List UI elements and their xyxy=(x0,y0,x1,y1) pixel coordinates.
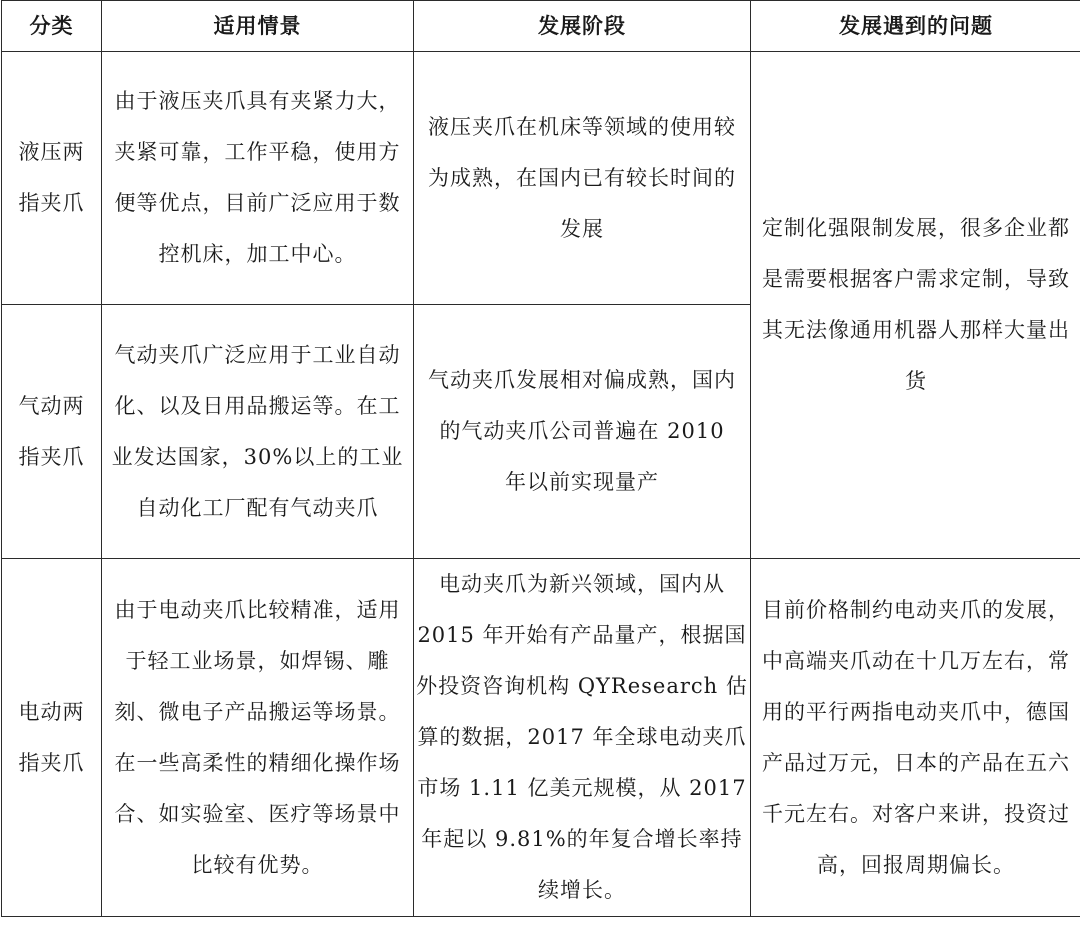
table-row xyxy=(2,52,1080,305)
category-text: 气动两指夹爪 xyxy=(18,393,85,469)
stage-text: 液压夹爪在机床等领域的使用较为成熟，在国内已有较长时间的发展 xyxy=(428,114,736,241)
scenario-cell xyxy=(102,305,414,559)
scenario-text: 由于液压夹爪具有夹紧力大，夹紧可靠，工作平稳，使用方便等优点，目前广泛应用于数控机床，加工中心。 xyxy=(114,89,401,266)
stage-cell xyxy=(414,52,751,305)
stage-cell xyxy=(414,559,751,917)
stage-text: 电动夹爪为新兴领域，国内从 2015 年开始有产品量产，根据国外投资咨询机构 QYResearch 估算的数据，2017 年全球电动夹爪市场 1.11 亿美元规模，从 2017 年起以 9.81%的年复合增长率持续增长。 xyxy=(416,572,748,902)
shared-problem-cell xyxy=(751,52,1080,559)
header-category: 分类 xyxy=(2,1,102,52)
shared-problem-text: 定制化强限制发展，很多企业都是需要根据客户需求定制，导致其无法像通用机器人那样大量出货 xyxy=(762,216,1070,393)
category-text: 电动两指夹爪 xyxy=(18,699,85,775)
scenario-text: 由于电动夹爪比较精准，适用于轻工业场景，如焊锡、雕刻、微电子产品搬运等场景。在一些高柔性的精细化操作场合、如实验室、医疗等场景中比较有优势。 xyxy=(114,597,401,877)
header-scenario: 适用情景 xyxy=(102,1,414,52)
category-cell xyxy=(2,305,102,559)
header-row xyxy=(2,1,1080,52)
header-stage: 发展阶段 xyxy=(414,1,751,52)
header-problem: 发展遇到的问题 xyxy=(751,1,1080,52)
category-cell xyxy=(2,52,102,305)
category-cell xyxy=(2,559,102,917)
scenario-text: 气动夹爪广泛应用于工业自动化、以及日用品搬运等。在工业发达国家，30%以上的工业自动化工厂配有气动夹爪 xyxy=(111,342,404,520)
table-row xyxy=(2,559,1080,917)
scenario-cell xyxy=(102,52,414,305)
category-text: 液压两指夹爪 xyxy=(18,140,85,215)
problem-text: 目前价格制约电动夹爪的发展，中高端夹爪动在十几万左右，常用的平行两指电动夹爪中，德国产品过万元，日本的产品在五六千元左右。对客户来讲，投资过高，回报周期偏长。 xyxy=(762,597,1070,877)
scenario-cell xyxy=(102,559,414,917)
problem-cell xyxy=(751,559,1080,917)
stage-cell xyxy=(414,305,751,559)
comparison-table xyxy=(1,0,1080,917)
stage-text: 气动夹爪发展相对偏成熟，国内的气动夹爪公司普遍在 2010 年以前实现量产 xyxy=(428,368,736,494)
